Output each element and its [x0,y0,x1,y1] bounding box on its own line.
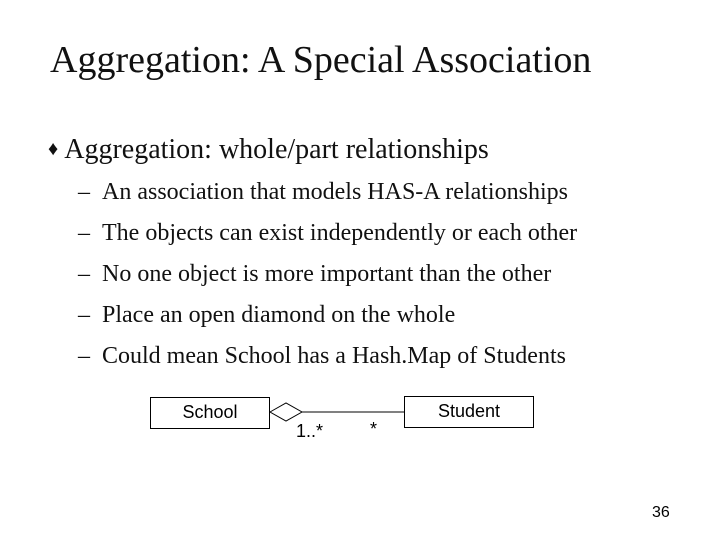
diamond-bullet-icon: ♦ [48,138,59,160]
student-class-box [404,396,534,428]
dash-icon: – [78,302,90,328]
dash-icon: – [78,343,90,369]
dash-icon: – [78,261,90,287]
school-class-box [150,397,270,429]
page-number: 36 [652,504,670,521]
dash-icon: – [78,179,90,205]
sub-bullet-text: No one object is more important than the other [102,261,552,287]
sub-bullet-text: Could mean School has a Hash.Map of Students [102,343,566,369]
sub-bullet-text: Place an open diamond on the whole [102,302,456,328]
sub-bullet-text: An association that models HAS-A relationships [102,179,568,205]
open-diamond-icon [270,403,302,421]
sub-bullet-text: The objects can exist independently or each other [102,220,578,246]
whole-multiplicity-label: 1..* [296,421,324,441]
school-class-label: School [182,402,238,422]
student-class-label: Student [437,401,501,421]
slide-title: Aggregation: A Special Association [50,39,592,81]
part-multiplicity-label: * [370,419,378,439]
main-bullet-text: Aggregation: whole/part relationships [64,134,489,165]
dash-icon: – [78,220,90,246]
